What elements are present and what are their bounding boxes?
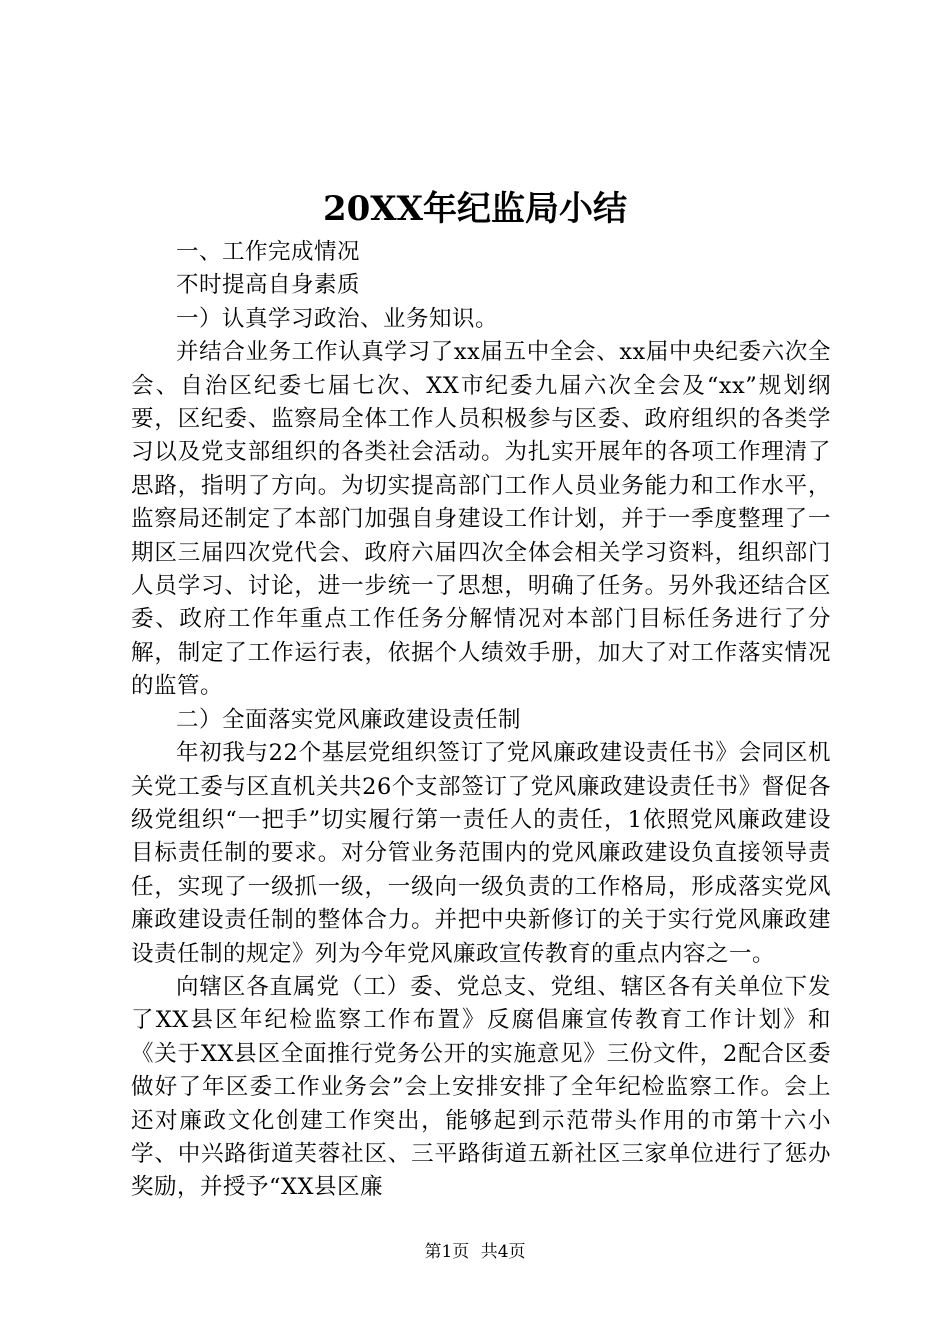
paragraph-responsibility: 年初我与22个基层党组织签订了党风廉政建设责任书》会同区机关党工委与区直机关共26个支部签订了党风廉政建设责任书》督促各级党组织“一把手”切实履行第一责任人的责任，1依照党风廉政建设目标责任制的要求。对分管业务范围内的党风廉政建设负直接领导责任，实现了一级抓一级，一级向一级负责的工作格局，形成落实党风廉政建设责任制的整体合力。并把中央新修订的关于实行党风廉政建设责任制的规定》列为今年党风廉政宣传教育的重点内容之一。 — [131, 740, 831, 967]
section-heading-1: 一、工作完成情况 — [176, 239, 361, 265]
item-heading-2: 二）全面落实党风廉政建设责任制 — [176, 706, 522, 733]
subsection-heading: 不时提高自身素质 — [176, 272, 361, 299]
page-total: 共4页 — [480, 1242, 526, 1262]
page-footer — [0, 1240, 950, 1264]
paragraph-study: 并结合业务工作认真学习了xx届五中全会、xx届中央纪委六次全会、自治区纪委七届七次、XX市纪委九届六次全会及“xx”规划纲要，区纪委、监察局全体工作人员积极参与区委、政府组织的各类学习以及党支部组织的各类社会活动。为扎实开展年的各项工作理清了思路，指明了方向。为切实提高部门工作人员业务能力和工作水平，监察局还制定了本部门加强自身建设工作计划，并于一季度整理了一期区三届四次党代会、政府六届四次全体会相关学习资料，组织部门人员学习、讨论，进一步统一了思想，明确了任务。另外我还结合区委、政府工作年重点工作任务分解情况对本部门目标任务进行了分解，制定了工作运行表，依据个人绩效手册，加大了对工作落实情况的监管。 — [131, 339, 831, 700]
page-number: 第1页 — [424, 1242, 470, 1262]
document-body — [131, 236, 831, 1205]
document-title: 20XX年纪监局小结 — [322, 189, 628, 229]
paragraph-documents: 向辖区各直属党（工）委、党总支、党组、辖区各有关单位下发了XX县区年纪检监察工作布置》反腐倡廉宣传教育工作计划》和《关于XX县区全面推行党务公开的实施意见》三份文件，2配合区委做好了年区委工作业务会”会上安排安排了全年纪检监察工作。会上还对廉政文化创建工作突出，能够起到示范带头作用的市第十六小学、中兴路街道芙蓉社区、三平路街道五新社区三家单位进行了惩办奖励，并授予“XX县区廉 — [131, 973, 831, 1201]
item-heading-1: 一）认真学习政治、业务知识。 — [176, 305, 499, 332]
